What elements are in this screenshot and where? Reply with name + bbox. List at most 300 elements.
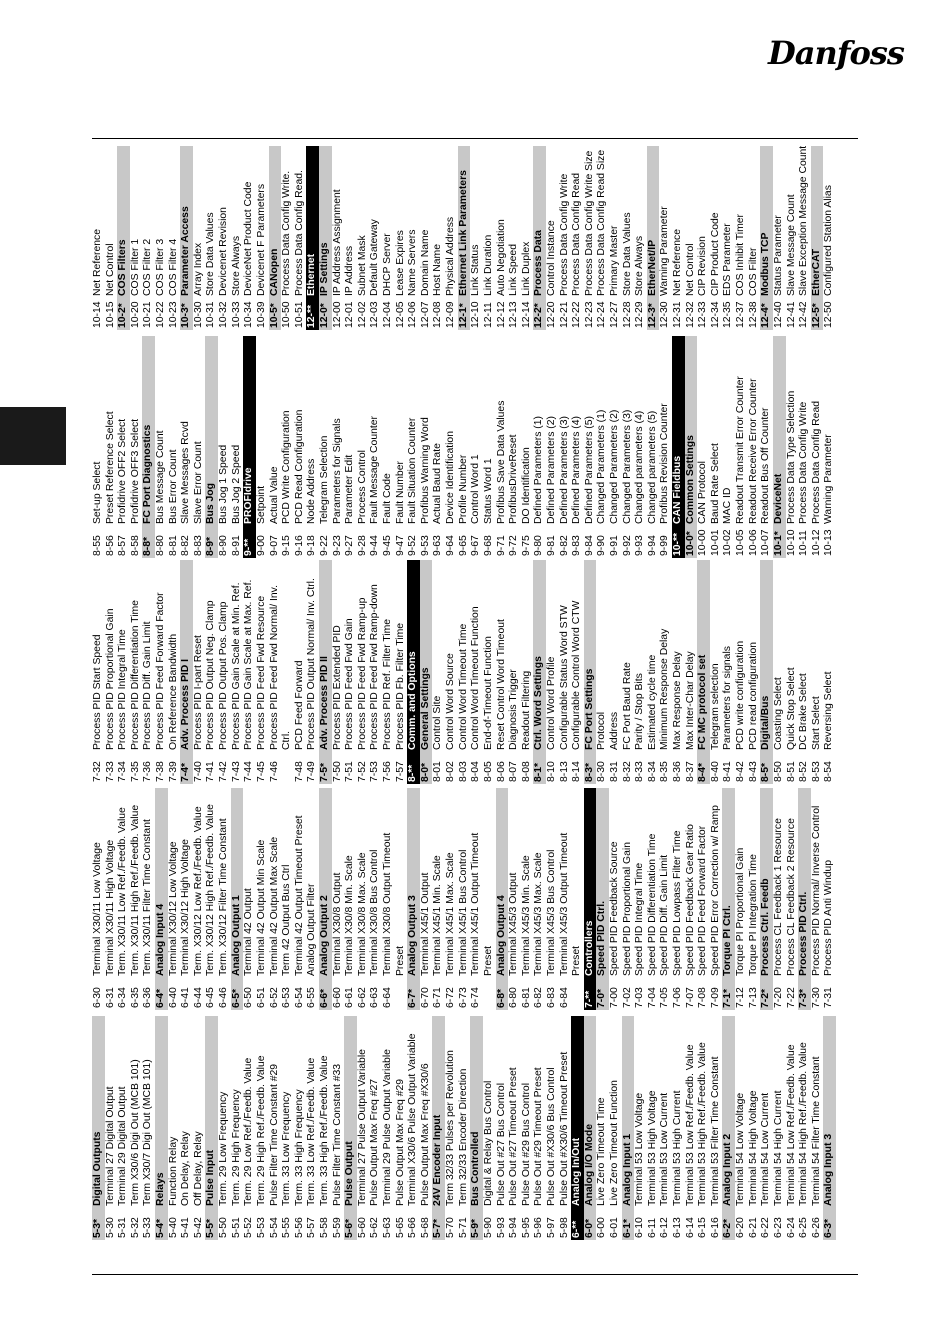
parameter-name: Store Data Values — [205, 212, 217, 296]
parameter-code: 7-41 — [205, 761, 217, 782]
parameter-name: Fault Number — [394, 461, 406, 524]
parameter-name: Term. 33 Low Ref./Feedb. Value — [306, 1057, 318, 1206]
parameter-code: 6-74 — [470, 987, 482, 1008]
group-header-row — [672, 336, 685, 558]
parameter-code: 9-68 — [482, 535, 494, 556]
parameter-row — [622, 788, 635, 1010]
parameter-name: Bus Jog — [205, 483, 217, 524]
parameter-row — [117, 560, 130, 784]
parameter-name: PROFIdrive — [243, 467, 255, 524]
parameter-row — [281, 1016, 294, 1240]
parameter-name: Profidrive OFF3 Select — [129, 418, 141, 524]
parameter-name: Process Data Config Write. — [281, 170, 293, 296]
parameter-code: 7-09 — [709, 987, 721, 1008]
parameter-row — [823, 788, 836, 1010]
parameter-row — [218, 560, 231, 784]
parameter-code: 10-13 — [823, 529, 835, 556]
parameter-code: 8-51 — [785, 761, 797, 782]
parameter-name: Process PID Ref. Filter Time — [382, 618, 394, 750]
parameter-row — [483, 336, 496, 558]
parameter-name: Analog Input 4 — [155, 903, 167, 976]
parameter-code: 12-20 — [545, 301, 557, 328]
parameter-code: 6-2* — [722, 1218, 734, 1238]
parameter-name: Devicenet F Parameters — [255, 183, 267, 296]
parameter-row — [256, 560, 269, 784]
parameter-row — [168, 560, 181, 784]
parameter-row — [432, 146, 445, 330]
parameter-row — [622, 336, 635, 558]
parameter-name: Terminal 54 Filter Time Constant — [810, 1056, 822, 1206]
parameter-row — [117, 788, 130, 1010]
parameter-code: 8-58 — [129, 535, 141, 556]
parameter-name: Terminal 27 Pulse Output Variable — [356, 1049, 368, 1206]
parameter-name: Analog Input 1 — [621, 1133, 633, 1206]
parameter-row — [735, 788, 748, 1010]
parameter-code: 12-37 — [735, 301, 747, 328]
parameter-name: Process PID Diff. Gain Limit — [142, 621, 154, 750]
parameter-row — [533, 1016, 546, 1240]
parameter-row — [407, 1016, 420, 1240]
parameter-name: Diagnosis Trigger — [508, 669, 520, 750]
subgroup-header-row — [142, 336, 155, 558]
parameter-column — [92, 560, 858, 784]
parameter-row — [130, 560, 143, 784]
parameter-row — [344, 560, 357, 784]
parameter-name: Term. 29 Low Ref./Feedb. Value — [243, 1057, 255, 1206]
parameter-row — [710, 788, 723, 1010]
parameter-code: 9-** — [243, 538, 255, 556]
parameter-code: 7-1* — [722, 988, 734, 1008]
parameter-code: 6-00 — [596, 1217, 608, 1238]
parameter-code: 8-33 — [634, 761, 646, 782]
parameter-row — [571, 560, 584, 784]
parameter-row — [634, 146, 647, 330]
parameter-code: 6-72 — [445, 987, 457, 1008]
parameter-row — [496, 1016, 509, 1240]
parameter-code: 7-51 — [344, 761, 356, 782]
parameter-name: Process PID Gain Scale at Min. Ref. — [230, 582, 242, 750]
parameter-code: 6-20 — [735, 1217, 747, 1238]
parameter-code: 7-32 — [92, 761, 103, 782]
parameter-name: Max Inter-Char Delay — [684, 651, 696, 750]
parameter-name: Reversing Select — [823, 671, 835, 750]
parameter-code: 12-4* — [760, 303, 772, 328]
parameter-code: 7-** — [583, 990, 595, 1008]
parameter-name: Terminal 54 High Current — [772, 1090, 784, 1206]
subgroup-header-row — [760, 560, 773, 784]
parameter-code: 10-39 — [255, 301, 267, 328]
parameter-name: Term X30/6 Digi Out (MCB 101) — [129, 1059, 141, 1206]
parameter-row — [609, 788, 622, 1010]
parameter-code: 12-08 — [432, 301, 444, 328]
parameter-code: 7-04 — [646, 987, 658, 1008]
parameter-name: Bus Error Count — [167, 449, 179, 524]
parameter-name: Changed parameters (4) — [634, 410, 646, 524]
parameter-code: 8-35 — [659, 761, 671, 782]
parameter-column — [92, 146, 858, 330]
parameter-code: 12-28 — [621, 301, 633, 328]
parameter-row — [559, 1016, 572, 1240]
subgroup-header-row — [722, 1016, 735, 1240]
parameter-row — [243, 788, 256, 1010]
parameter-name: Pulse Out #27 Timeout Preset — [508, 1067, 520, 1206]
parameter-code: 7-45 — [255, 761, 267, 782]
parameter-row — [697, 1016, 710, 1240]
parameter-name: Pulse Out #29 Bus Control — [520, 1082, 532, 1206]
parameter-row — [256, 1016, 269, 1240]
parameter-code: 5-70 — [445, 1217, 457, 1238]
parameter-name: Terminal 54 High Voltage — [747, 1090, 759, 1206]
parameter-code: 10-** — [672, 532, 684, 556]
parameter-name: Slave Message Count — [785, 194, 797, 296]
subgroup-header-row — [533, 560, 546, 784]
parameter-name: Term. 29 High Frequency — [230, 1089, 242, 1206]
group-header-row — [571, 1016, 584, 1240]
parameter-code: 8-02 — [445, 761, 457, 782]
parameter-row — [508, 1016, 521, 1240]
parameter-name: Analog Output 4 — [495, 895, 507, 976]
parameter-name: DeviceNet — [772, 473, 784, 524]
parameter-code: 8-42 — [735, 761, 747, 782]
parameter-code: 8-07 — [508, 761, 520, 782]
parameter-row — [672, 560, 685, 784]
parameter-row — [332, 560, 345, 784]
parameter-row — [357, 336, 370, 558]
parameter-row — [180, 788, 193, 1010]
parameter-row — [672, 146, 685, 330]
parameter-row — [697, 146, 710, 330]
subgroup-header-row — [231, 788, 244, 1010]
parameter-name: Speed PID Lowpass Filter Time — [672, 830, 684, 976]
parameter-name: Auto Negotiation — [495, 219, 507, 296]
parameter-code: 8-52 — [798, 761, 810, 782]
parameter-name: Process Data Config Read Size — [596, 149, 608, 296]
parameter-code: 8-50 — [772, 761, 784, 782]
parameter-row — [382, 1016, 395, 1240]
parameter-code: 5-5* — [205, 1218, 217, 1238]
parameter-code: 7-12 — [735, 987, 747, 1008]
parameter-row — [269, 788, 282, 1010]
parameter-code: 6-46 — [218, 987, 230, 1008]
parameter-row — [407, 336, 420, 558]
parameter-code: 5-62 — [369, 1217, 381, 1238]
parameter-name: Set-up Select — [92, 461, 103, 524]
parameter-row — [470, 146, 483, 330]
parameter-code: 6-70 — [419, 987, 431, 1008]
parameter-row — [218, 788, 231, 1010]
parameter-code: 8-05 — [482, 761, 494, 782]
parameter-row — [521, 336, 534, 558]
parameter-code: 5-98 — [558, 1217, 570, 1238]
parameter-code: 6-13 — [672, 1217, 684, 1238]
parameter-name: Setpoint — [255, 485, 267, 524]
parameter-row — [369, 1016, 382, 1240]
parameter-name: Process Ctrl. Feedb — [760, 878, 772, 976]
parameter-row — [546, 146, 559, 330]
parameter-name: Ctrl. Word Settings — [533, 656, 545, 750]
parameter-row — [395, 1016, 408, 1240]
parameter-row — [596, 336, 609, 558]
parameter-code: 7-20 — [772, 987, 784, 1008]
parameter-name: Terminal 42 Output Timeout Preset — [293, 815, 305, 976]
parameter-name: Parity / Stop Bits — [634, 673, 646, 750]
parameter-name: Pulse Input — [205, 1150, 217, 1206]
parameter-code: 10-51 — [293, 301, 305, 328]
parameter-code: 10-34 — [243, 301, 255, 328]
parameter-name: Control Word Timeout Time — [457, 623, 469, 750]
parameter-row — [306, 336, 319, 558]
parameter-name: FC MC protocol set — [697, 654, 709, 750]
parameter-code: 10-21 — [142, 301, 154, 328]
parameter-name: Pulse Output Max Freq #27 — [369, 1078, 381, 1206]
parameter-row — [811, 336, 824, 558]
parameter-name: Terminal 27 Digital Output — [104, 1086, 116, 1206]
parameter-row — [470, 336, 483, 558]
parameter-row — [735, 1016, 748, 1240]
parameter-name: Domain Name — [419, 229, 431, 296]
parameter-row — [105, 146, 118, 330]
parameter-row — [344, 146, 357, 330]
parameter-row — [445, 146, 458, 330]
parameter-row — [823, 146, 836, 330]
parameter-name: Terminal 53 Filter Time Constant — [709, 1056, 721, 1206]
parameter-row — [685, 1016, 698, 1240]
parameter-name: Defined Parameters (3) — [558, 416, 570, 524]
parameter-row — [533, 336, 546, 558]
parameter-name: Process PID Output Pos. Clamp — [218, 601, 230, 750]
parameter-row — [243, 560, 256, 784]
parameter-name: Process PID Output Normal/ Inv. Ctrl. — [306, 578, 318, 750]
parameter-row — [357, 788, 370, 1010]
parameter-name: Lease Expires — [394, 230, 406, 296]
parameter-name: Terminal X30/11 High Voltage — [104, 839, 116, 976]
parameter-name: Terminal X30/8 Bus Control — [369, 849, 381, 976]
subgroup-header-row — [622, 1016, 635, 1240]
parameter-name: Pulse Filter Time Constant #33 — [331, 1063, 343, 1206]
parameter-code: 12-42 — [798, 301, 810, 328]
parameter-name: Live Zero Timeout Time — [596, 1097, 608, 1206]
subgroup-header-row — [180, 146, 193, 330]
parameter-name: Modbus TCP — [760, 232, 772, 296]
parameter-name: Profibus Save Data Values — [495, 400, 507, 524]
subgroup-header-row — [319, 560, 332, 784]
parameter-row — [748, 1016, 761, 1240]
subgroup-header-row — [205, 336, 218, 558]
parameter-row — [521, 788, 534, 1010]
parameter-name: Process Data Config Write Size — [583, 150, 595, 296]
parameter-code: 10-50 — [281, 301, 293, 328]
parameter-code: 7-57 — [394, 761, 406, 782]
parameter-code: 9-80 — [533, 535, 545, 556]
parameter-name: Term. X30/12 Filter Time Constant — [218, 818, 230, 976]
parameter-name: Ethernet Link Parameters — [457, 170, 469, 296]
parameter-name: Pulse Out #X30/6 Timeout Preset — [558, 1051, 570, 1206]
parameter-code: 8-90 — [218, 535, 230, 556]
parameter-name: COS Filter — [747, 247, 759, 296]
parameter-code: 6-41 — [180, 987, 192, 1008]
parameter-name: MAC ID — [722, 487, 734, 524]
parameter-code: 12-29 — [634, 301, 646, 328]
parameter-row — [596, 560, 609, 784]
parameter-name: Process Data Config Read — [571, 172, 583, 296]
parameter-row — [647, 560, 660, 784]
parameter-name: End-of-Timeout Function — [482, 636, 494, 750]
parameter-row — [748, 560, 761, 784]
parameter-name: Bus Jog 2 Speed — [230, 444, 242, 524]
parameter-row — [533, 788, 546, 1010]
parameter-name: Parameter Edit — [344, 454, 356, 524]
parameter-name: DHCP Server — [382, 233, 394, 296]
parameter-row — [609, 1016, 622, 1240]
parameter-name: Terminal X45/1 Bus Control — [457, 849, 469, 976]
parameter-code: 5-9* — [470, 1218, 482, 1238]
parameter-name: Term. X30/11 Filter Time Constant — [142, 819, 154, 976]
parameter-name: Configurable Status Word STW — [558, 605, 570, 750]
parameter-code: 6-15 — [697, 1217, 709, 1238]
parameter-name: Analog Output 2 — [318, 895, 330, 976]
parameter-code: 7-52 — [356, 761, 368, 782]
parameter-name: DO Identification — [520, 447, 532, 524]
parameter-name: Term. X30/11 Low Ref./Feedb. Value — [117, 807, 129, 976]
parameter-row — [92, 146, 105, 330]
parameter-code: 7-02 — [621, 987, 633, 1008]
parameter-column — [92, 1016, 858, 1240]
parameter-row — [445, 788, 458, 1010]
parameter-name: Preset — [571, 945, 583, 976]
parameter-code: 9-47 — [394, 535, 406, 556]
parameter-name: Profibus Revision Counter — [659, 403, 671, 524]
parameter-code: 7-31 — [823, 987, 835, 1008]
parameter-name: Terminal 53 Low Voltage — [634, 1092, 646, 1206]
parameter-code: 10-5* — [268, 303, 280, 328]
parameter-code: 6-55 — [306, 987, 318, 1008]
parameter-name: Estimated cycle time — [646, 654, 658, 750]
parameter-name: Fault Message Counter — [369, 415, 381, 524]
parameter-row — [168, 336, 181, 558]
parameter-row — [382, 146, 395, 330]
parameter-name: Terminal X45/3 Min. Scale — [520, 855, 532, 976]
parameter-name: Store Always — [634, 235, 646, 296]
parameter-code: 5-6* — [344, 1218, 356, 1238]
parameter-code: 6-71 — [432, 987, 444, 1008]
parameter-code: 12-00 — [331, 301, 343, 328]
parameter-code: 12-1* — [457, 303, 469, 328]
parameter-code: 7-05 — [659, 987, 671, 1008]
parameter-row — [634, 560, 647, 784]
parameter-code: 12-35 — [722, 301, 734, 328]
parameter-name: Array Index — [192, 242, 204, 296]
subgroup-header-row — [205, 1016, 218, 1240]
parameter-code: 9-92 — [621, 535, 633, 556]
parameter-code: 8-3* — [583, 762, 595, 782]
parameter-code: 7-56 — [382, 761, 394, 782]
parameter-code: 12-0* — [318, 303, 330, 328]
parameter-name: Pulse Out #27 Bus Control — [495, 1082, 507, 1206]
parameter-row — [269, 560, 282, 784]
parameter-name: Terminal 53 High Voltage — [646, 1090, 658, 1206]
parameter-code: 8-37 — [684, 761, 696, 782]
parameter-name: Name Servers — [407, 229, 419, 296]
parameter-row — [672, 1016, 685, 1240]
parameter-name: Process Control — [356, 450, 368, 524]
parameter-code: 7-03 — [634, 987, 646, 1008]
parameter-row — [105, 1016, 118, 1240]
parameter-code: 12-22 — [571, 301, 583, 328]
parameter-name: Pulse Filter Time Constant #29 — [268, 1063, 280, 1206]
parameter-code: 7-44 — [243, 761, 255, 782]
parameter-name: Terminal X45/1 Min. Scale — [432, 855, 444, 976]
parameter-name: Process PID I-part Reset — [192, 635, 204, 750]
subgroup-header-row — [496, 788, 509, 1010]
subgroup-header-row — [470, 1016, 483, 1240]
parameter-code: 12-21 — [558, 301, 570, 328]
parameter-row — [117, 1016, 130, 1240]
parameter-row — [584, 146, 597, 330]
parameter-code: 7-08 — [697, 987, 709, 1008]
parameter-column — [92, 788, 858, 1010]
parameter-code: 6-14 — [684, 1217, 696, 1238]
parameter-row — [155, 336, 168, 558]
parameter-name: Process PID Feed Fwd Ramp-up — [356, 597, 368, 750]
parameter-name: Terminal X30/12 High Voltage — [180, 839, 192, 976]
parameter-row — [798, 560, 811, 784]
parameter-code: 9-44 — [369, 535, 381, 556]
parameter-code: 5-65 — [394, 1217, 406, 1238]
parameter-name: Terminal 54 Low Current — [760, 1092, 772, 1206]
parameter-row — [546, 560, 559, 784]
subgroup-header-row — [92, 1016, 105, 1240]
parameter-name: PCD Feed Forward — [293, 660, 305, 750]
parameter-name: Address — [608, 711, 620, 750]
parameter-name: Process PID Anti Windup — [823, 859, 835, 976]
parameter-name: Coasting Select — [772, 677, 784, 750]
parameter-row — [786, 1016, 799, 1240]
parameter-code: 6-26 — [810, 1217, 822, 1238]
subgroup-header-row — [319, 146, 332, 330]
parameter-code: 8-40 — [709, 761, 721, 782]
parameter-row — [294, 1016, 307, 1240]
parameter-name: Status Parameter — [772, 215, 784, 296]
parameter-name: Term. 33 High Frequency — [293, 1089, 305, 1206]
parameter-code: 12-33 — [697, 301, 709, 328]
parameter-row — [306, 1016, 319, 1240]
parameter-row — [748, 146, 761, 330]
parameter-name: PCD write configuration — [735, 640, 747, 750]
parameter-row — [243, 146, 256, 330]
subgroup-header-row — [458, 146, 471, 330]
parameter-code: 12-02 — [356, 301, 368, 328]
parameter-name: Node Address — [306, 458, 318, 524]
parameter-row — [142, 146, 155, 330]
parameter-code: 6-84 — [558, 987, 570, 1008]
parameter-code: 8-54 — [823, 761, 835, 782]
parameter-name: Terminal 42 Output Min Scale — [255, 839, 267, 976]
parameter-row — [193, 560, 206, 784]
parameter-name: Quick Stop Select — [785, 667, 797, 750]
parameter-name: Analog Output 1 — [230, 895, 242, 976]
parameter-row — [596, 146, 609, 330]
parameter-row — [92, 560, 105, 784]
group-header-row — [407, 560, 420, 784]
subgroup-header-row — [407, 788, 420, 1010]
parameter-name: Slave Messages Rcvd — [180, 421, 192, 524]
parameter-code: 8-1* — [533, 762, 545, 782]
parameter-name: Process Data Config Write — [798, 401, 810, 524]
subgroup-header-row — [596, 788, 609, 1010]
subgroup-header-row — [811, 146, 824, 330]
parameter-row — [142, 1016, 155, 1240]
parameter-row — [382, 560, 395, 784]
